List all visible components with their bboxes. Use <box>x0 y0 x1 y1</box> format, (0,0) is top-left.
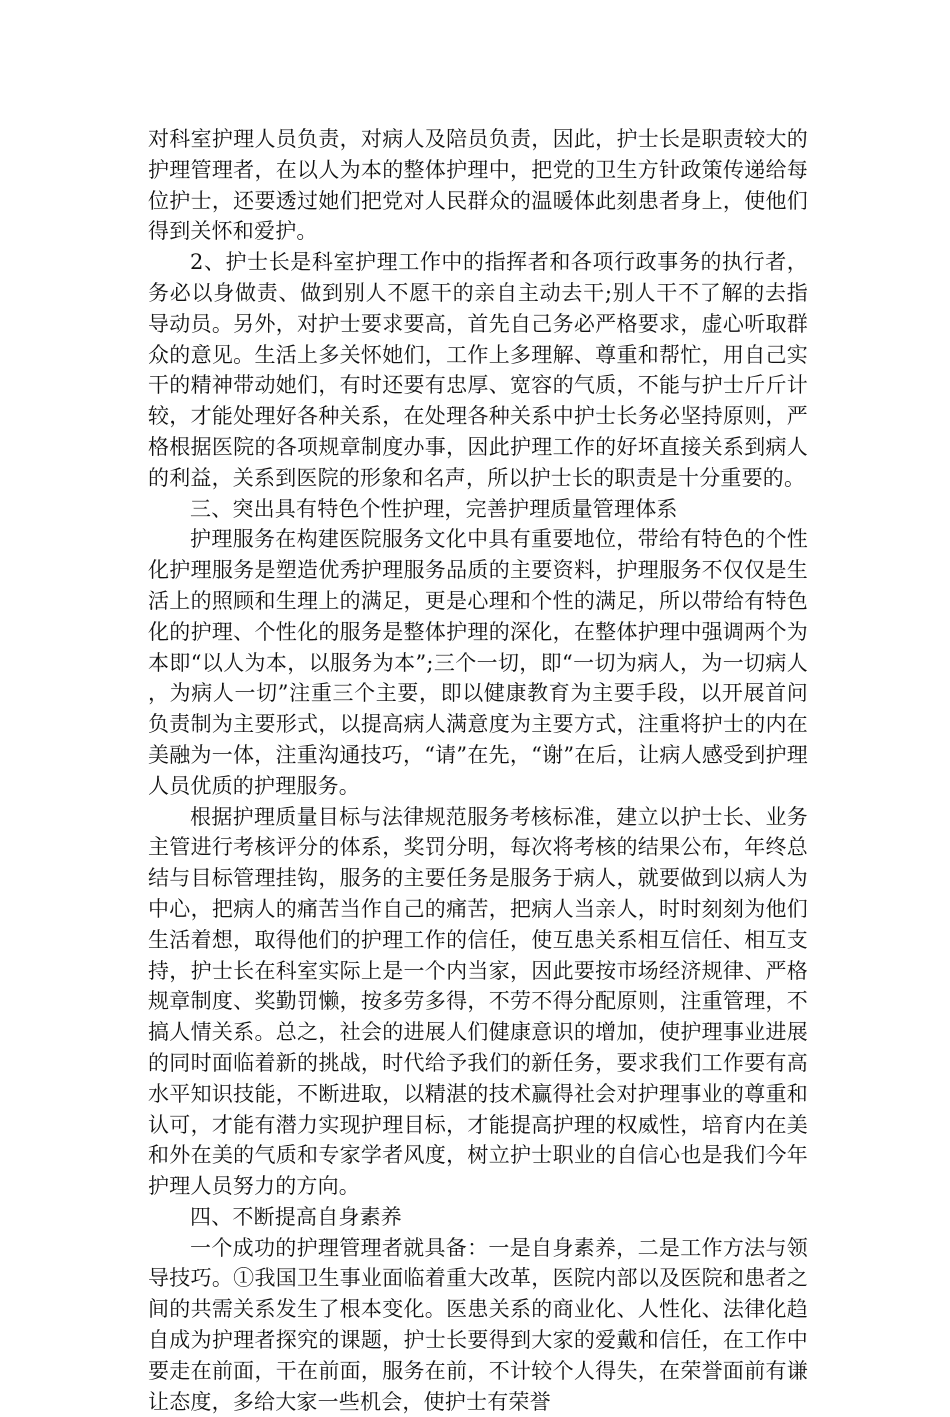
paragraph-head-nurse-role: 2、护士长是科室护理工作中的指挥者和各项行政事务的执行者，务必以身做责、做到别人不愿干的亲自主动去干;别人干不了解的去指导动员。另外，对护士要求要高，首先自己务必严格要求，虚心听取群众的意见。生活上多关怀她们，工作上多理解、尊重和帮忙，用自己实干的精神带动她们，有时还要有忠厚、宽容的气质，不能与护士斤斤计较，才能处理好各种关系，在处理各种关系中护士长务必坚持原则，严格根据医院的各项规章制度办事，因此护理工作的好坏直接关系到病人的利益，关系到医院的形象和名声，所以护士长的职责是十分重要的。 <box>148 250 808 490</box>
paragraph-quality-assessment: 根据护理质量目标与法律规范服务考核标准，建立以护士长、业务主管进行考核评分的体系，奖罚分明，每次将考核的结果公布，年终总结与目标管理挂钩，服务的主要任务是服务于病人，就要做到以病人为中心，把病人的痛苦当作自己的痛苦，把病人当亲人，时时刻刻为他们生活着想，取得他们的护理工作的信任，使互患关系相互信任、相互支持，护士长在科室实际上是一个内当家，因此要按市场经济规律、严格规章制度、奖勤罚懒，按多劳多得，不劳不得分配原则，注重管理，不搞人情关系。总之，社会的进展人们健康意识的增加，使护理事业进展的同时面临着新的挑战，时代给予我们的新任务，要求我们工作要有高水平知识技能，不断进取，以精湛的技术赢得社会对护理事业的尊重和认可，才能有潜力实现护理目标，才能提高护理的权威性，培育内在美和外在美的气质和专家学者风度，树立护士职业的自信心也是我们今年护理人员努力的方向。 <box>148 804 808 1199</box>
section-heading-3: 三、突出具有特色个性护理，完善护理质量管理体系 <box>190 496 678 521</box>
document-body <box>148 124 808 1417</box>
paragraph-personalized-care: 护理服务在构建医院服务文化中具有重要地位，带给有特色的个性化护理服务是塑造优秀护理服务品质的主要资料，护理服务不仅仅是生活上的照顾和生理上的满足，更是心理和个性的满足，所以带给有特色化的护理、个性化的服务是整体护理的深化，在整体护理中强调两个为本即“以人为本，以服务为本”;三个一切，即“一切为病人，为一切病人，为病人一切”注重三个主要，即以健康教育为主要手段，以开展首问负责制为主要形式，以提高病人满意度为主要方式，注重将护士的内在美融为一体，注重沟通技巧，“请”在先，“谢”在后，让病人感受到护理人员优质的护理服务。 <box>148 527 808 798</box>
paragraph-continued: 对科室护理人员负责，对病人及陪员负责，因此，护士长是职责较大的护理管理者，在以人为本的整体护理中，把党的卫生方针政策传递给每位护士，还要透过她们把党对人民群众的温暖体此刻患者身上，使他们得到关怀和爱护。 <box>148 127 808 244</box>
paragraph-self-improvement: 一个成功的护理管理者就具备：一是自身素养，二是工作方法与领导技巧。①我国卫生事业面临着重大改革，医院内部以及医院和患者之间的共需关系发生了根本变化。医患关系的商业化、人性化、法律化趋自成为护理者探究的课题，护士长要得到大家的爱戴和信任，在工作中要走在前面，干在前面，服务在前，不计较个人得失，在荣誉面前有谦让态度，多给大家一些机会，使护士有荣誉 <box>148 1235 808 1414</box>
section-heading-4: 四、不断提高自身素养 <box>190 1204 402 1229</box>
